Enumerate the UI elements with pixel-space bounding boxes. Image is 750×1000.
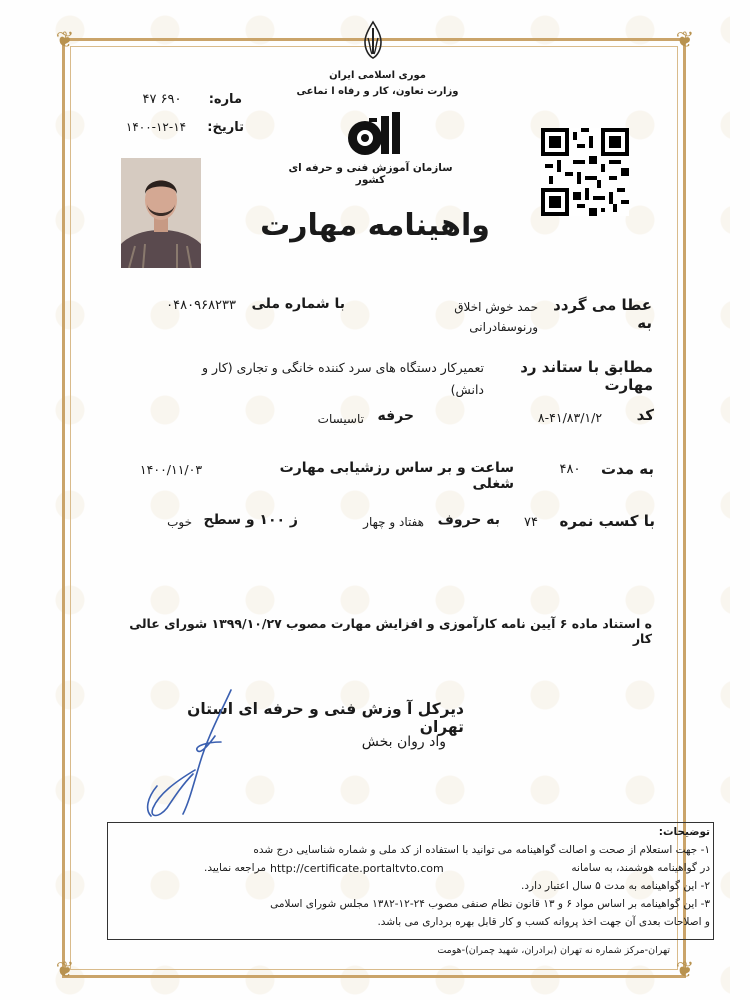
corner-ornament-icon: ❦ — [55, 958, 75, 983]
holder-photo — [121, 158, 201, 268]
note-3-line2: و اصلاحات بعدی آن جهت اخذ پروانه کسب و کار قابل بهره برداری می باشد. — [377, 916, 710, 928]
number-value: ۴۷ ۶۹۰ — [142, 92, 182, 107]
trade-value: تاسیسات — [317, 412, 364, 426]
note-2: ۲- این گواهینامه به مدت ۵ سال اعتبار دارد. — [521, 880, 710, 892]
trade-label: حرفه — [377, 408, 414, 424]
legal-basis: ه استناد ماده ۶ آیین نامه کارآموزی و افزایش مهارت مصوب ۱۳۹۹/۱۰/۲۷ شورای عالی کار — [129, 616, 652, 646]
tvto-logo-icon — [345, 108, 407, 160]
score-numeric: ۷۴ — [524, 515, 538, 530]
corner-ornament-icon: ❦ — [675, 28, 695, 53]
ministry-name: وزارت تعاون، کار و رفاه ا تماعی — [296, 86, 459, 97]
date-value: ۱۴۰۰-۱۲-۱۴ — [125, 120, 187, 134]
standard-value: تعمیرکار دستگاه های سرد کننده خانگی و تجاری (کار و — [201, 360, 484, 375]
score-scale-label: ز ۱۰۰ و سطح — [203, 512, 298, 528]
number-label: ماره: — [208, 92, 242, 107]
signature — [135, 686, 245, 826]
national-id-value: ۰۴۸۰۹۶۸۲۳۳ — [166, 298, 236, 313]
code-label: کد — [636, 406, 654, 424]
certificate-title: واهینامه مهارت — [260, 208, 490, 243]
duration-hours: ۴۸۰ — [559, 462, 581, 477]
note-1-line2: در گواهینامه هوشمند، به سامانه — [571, 862, 710, 874]
score-level: خوب — [167, 515, 192, 529]
date-label: تاریخ: — [207, 120, 244, 135]
notes-heading: توضیحات: — [658, 826, 710, 838]
verification-link[interactable]: http://certificate.portaltvto.com — [270, 862, 444, 875]
corner-ornament-icon: ❦ — [675, 958, 695, 983]
score-words-value: هفتاد و چهار — [363, 515, 424, 529]
country-name: موری اسلامی ایران — [329, 70, 426, 81]
note-1-line2-end: مراجعه نمایید. — [204, 862, 266, 874]
evaluation-date: ۱۴۰۰/۱۱/۰۳ — [139, 462, 203, 477]
holder-name-line2: ورنوسفادرانی — [469, 320, 538, 334]
iran-emblem-icon — [360, 20, 386, 60]
signatory-name: واد روان بخش — [361, 734, 446, 750]
issuer-address: تهران-مرکز شماره نه تهران (برادران، شهید چمران)-هومت — [437, 945, 670, 956]
qr-code — [541, 128, 629, 216]
standard-value-line2: دانش) — [450, 382, 484, 397]
corner-ornament-icon: ❦ — [55, 28, 75, 53]
score-label: با کسب نمره — [559, 512, 655, 530]
note-3-line1: ۳- این گواهینامه بر اساس مواد ۶ و ۱۳ قانون نظام صنفی مصوب ۲۴-۱۲-۱۳۸۲ مجلس شورای اسلامی — [270, 898, 710, 910]
code-value: ۸-۴۱/۸۳/۱/۲ — [537, 410, 603, 425]
awarded-label: عطا می گردد به — [553, 296, 652, 332]
score-words-label: به حروف — [437, 512, 500, 528]
standard-label: مطابق با ستاند رد مهارت — [520, 358, 653, 394]
duration-label: به مدت — [601, 460, 654, 478]
note-1-line1: ۱- جهت استعلام از صحت و اصالت گواهینامه می توانید با استفاده از کد ملی و شماره شناسایی درج شده — [253, 844, 710, 856]
duration-text: ساعت و بر ساس رزشیابی مهارت شغلی — [279, 460, 514, 492]
signatory-title: دیرکل آ وزش فنی و حرفه ای استان تهران — [187, 700, 464, 736]
holder-name: حمد خوش اخلاق — [454, 300, 538, 314]
national-id-label: با شماره ملی — [251, 296, 345, 312]
org-name: سازمان آموزش فنی و حرفه ای کشور — [288, 162, 453, 186]
